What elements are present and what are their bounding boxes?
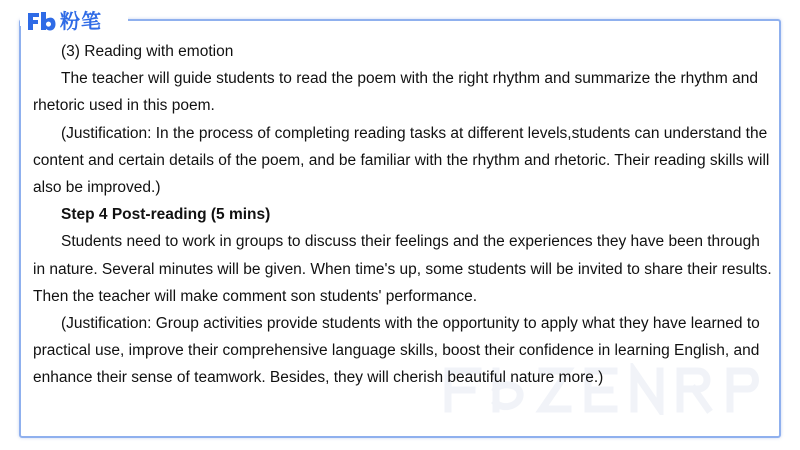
paragraph: Students need to work in groups to discuss their feelings and the experiences they have been through in nature. Several minutes will be given. When time's up, some students will be invited to share their results. Then the teacher will make comment son students' performance. bbox=[33, 233, 772, 305]
paragraph: (Justification: In the process of completing reading tasks at different levels,students can understand the content and certain details of the poem, and be familiar with the rhythm and rhetoric. Their reading skills will also be improved.) bbox=[33, 124, 770, 197]
section-heading: Step 4 Post-reading (5 mins) bbox=[61, 206, 271, 224]
fb-logo-icon bbox=[26, 10, 56, 32]
brand-logo bbox=[26, 7, 102, 35]
brand-name: 粉笔 bbox=[60, 9, 102, 33]
paragraph: The teacher will guide students to read the poem with the right rhythm and summarize the rhythm and rhetoric used in this poem. bbox=[33, 70, 758, 115]
document-body bbox=[33, 38, 773, 392]
paragraph: (3) Reading with emotion bbox=[61, 43, 234, 60]
paragraph: (Justification: Group activities provide students with the opportunity to apply what they have learned to practical use, improve their comprehensive language skills, boost their confidence in learning English, and enhance their sense of teamwork. Besides, they will cherish beautiful nature more.) bbox=[33, 315, 760, 387]
